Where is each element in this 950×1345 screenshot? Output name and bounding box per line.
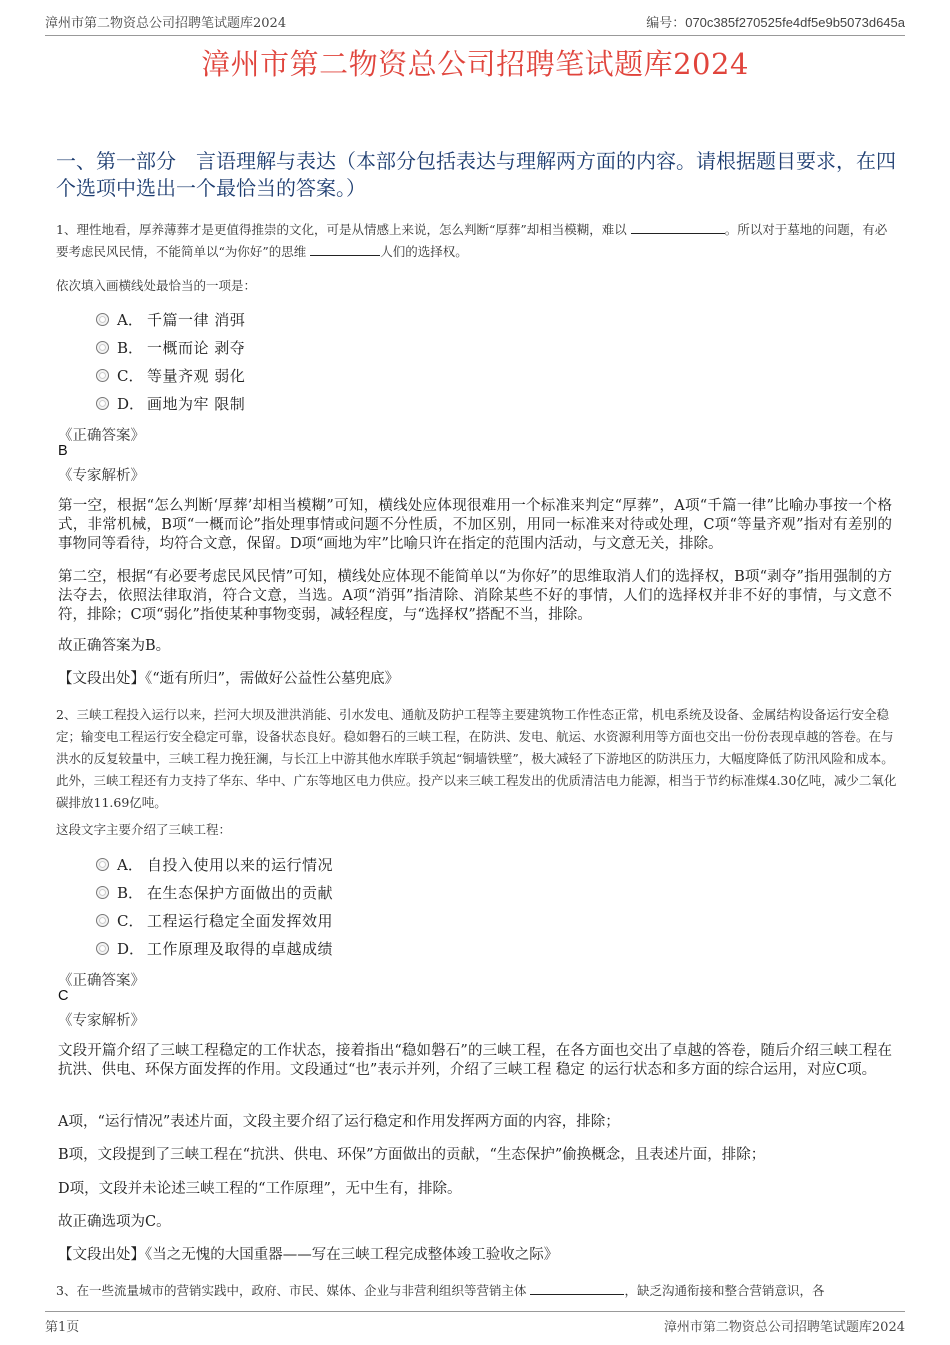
answer-label: 《正确答案》 xyxy=(58,428,145,444)
radio-icon[interactable] xyxy=(96,942,109,955)
analysis-paragraph: 第一空，根据“怎么判断‘厚葬’却相当模糊”可知，横线处应体现很难用一个标准来判定“厚葬”，A项“千篇一律”比喻办事按一个格式，非常机械，B项“一概而论”指处理事情或问题不分性质，不加区别，用同一标准来对待或处理，C项“等量齐观”指对有差别的事物同等看待，均符合文意，保留。D项“画地为牢”比喻只许在指定的范围内活动，与文意无关，排除。 xyxy=(58,498,892,552)
analysis-conclusion: 故正确答案为B。 xyxy=(58,638,171,654)
analysis-label: 《专家解析》 xyxy=(58,1013,145,1029)
radio-icon[interactable] xyxy=(96,313,109,326)
question-1-option-b[interactable]: B． 一概而论 剥夺 xyxy=(96,335,245,359)
source-citation: 【文段出处】《当之无愧的大国重器——写在三峡工程完成整体竣工验收之际》 xyxy=(58,1247,559,1263)
answer-value: C xyxy=(58,988,69,1004)
section-heading: 一、第一部分 言语理解与表达（本部分包括表达与理解两方面的内容。请根据题目要求，在四个选项中选出一个最恰当的答案。） xyxy=(56,149,896,200)
question-2-option-a[interactable]: A． 自投入使用以来的运行情况 xyxy=(96,852,333,876)
answer-label: 《正确答案》 xyxy=(58,973,145,989)
question-2-option-b[interactable]: B． 在生态保护方面做出的贡献 xyxy=(96,880,333,904)
analysis-paragraph: A项，“运行情况”表述片面，文段主要介绍了运行稳定和作用发挥两方面的内容，排除； xyxy=(58,1114,620,1130)
question-1-prompt: 依次填入画横线处最恰当的一项是： xyxy=(56,278,257,293)
source-citation: 【文段出处】《“逝有所归”，需做好公益性公墓兜底》 xyxy=(58,671,400,687)
analysis-label: 《专家解析》 xyxy=(58,468,145,484)
header-title: 漳州市第二物资总公司招聘笔试题库2024 xyxy=(45,16,287,31)
fill-blank[interactable] xyxy=(631,222,725,234)
question-2-option-c[interactable]: C． 工程运行稳定全面发挥效用 xyxy=(96,908,333,932)
question-1-stem: 1、理性地看，厚养薄葬才是更值得推崇的文化，可是从情感上来说，怎么判断“厚葬”却相当模糊，难以 。所以对于墓地的问题，有必要考虑民风民情，不能简单以“为你好”的思维 人们的选择权。 xyxy=(56,222,888,259)
fill-blank[interactable] xyxy=(530,1283,624,1295)
radio-icon[interactable] xyxy=(96,369,109,382)
analysis-conclusion: 故正确选项为C。 xyxy=(58,1214,171,1230)
question-2-option-d[interactable]: D． 工作原理及取得的卓越成绩 xyxy=(96,936,333,960)
analysis-paragraph: D项，文段并未论述三峡工程的“工作原理”，无中生有，排除。 xyxy=(58,1181,462,1197)
page-footer xyxy=(45,1311,905,1335)
analysis-paragraph: 第二空，根据“有必要考虑民风民情”可知，横线处应体现不能简单以“为你好”的思维取消人们的选择权，B项“剥夺”指用强制的方法夺去，依照法律取消，符合文意，当选。A项“消弭”指清除、消除某些不好的事情，人们的选择权并非不好的事情，与文意不符，排除；C项“弱化”指使某种事物变弱，减轻程度，与“选择权”搭配不当，排除。 xyxy=(58,569,892,623)
header-code: 编号：070c385f270525fe4df5e9b5073d645a xyxy=(646,15,905,31)
answer-value: B xyxy=(58,443,68,459)
fill-blank[interactable] xyxy=(310,244,380,256)
radio-icon[interactable] xyxy=(96,858,109,871)
question-3-stem: 3、在一些流量城市的营销实践中，政府、市民、媒体、企业与非营利组织等营销主体 ，缺乏沟通衔接和整合营销意识，各 xyxy=(56,1283,825,1298)
question-1-option-d[interactable]: D． 画地为牢 限制 xyxy=(96,391,245,415)
analysis-paragraph: B项，文段提到了三峡工程在“抗洪、供电、环保”方面做出的贡献，“生态保护”偷换概念，且表述片面，排除； xyxy=(58,1147,766,1163)
question-2-prompt: 这段文字主要介绍了三峡工程： xyxy=(56,822,232,837)
page-header xyxy=(45,10,905,36)
radio-icon[interactable] xyxy=(96,397,109,410)
page-number: 第1页 xyxy=(45,1320,80,1335)
footer-title: 漳州市第二物资总公司招聘笔试题库2024 xyxy=(663,1320,905,1335)
radio-icon[interactable] xyxy=(96,886,109,899)
radio-icon[interactable] xyxy=(96,914,109,927)
question-1-option-c[interactable]: C． 等量齐观 弱化 xyxy=(96,363,245,387)
question-2-stem: 2、三峡工程投入运行以来，拦河大坝及泄洪消能、引水发电、通航及防护工程等主要建筑物工作性态正常，机电系统及设备、金属结构设备运行安全稳定；输变电工程运行安全稳定可靠，设备状态良好。稳如磐石的三峡工程，在防洪、发电、航运、水资源利用等方面也交出一份份表现卓越的答卷。在与洪水的反复较量中，三峡工程力挽狂澜，与长江上中游其他水库联手筑起“铜墙铁壁”，极大减轻了下游地区的防洪压力，大幅度降低了防汛风险和成本。此外，三峡工程还有力支持了华东、华中、广东等地区电力供应。投产以来三峡工程发出的优质清洁电力能源，相当于节约标准煤4.30亿吨，减少二氧化碳排放11.69亿吨。 xyxy=(56,707,897,810)
page-title: 漳州市第二物资总公司招聘笔试题库2024 xyxy=(201,47,749,81)
radio-icon[interactable] xyxy=(96,341,109,354)
analysis-paragraph: 文段开篇介绍了三峡工程稳定的工作状态，接着指出“稳如磐石”的三峡工程，在各方面也交出了卓越的答卷，随后介绍三峡工程在抗洪、供电、环保方面发挥的作用。文段通过“也”表示并列，介绍了三峡工程 稳定 的运行状态和多方面的综合运用，对应C项。 xyxy=(58,1043,892,1078)
question-1-option-a[interactable]: A． 千篇一律 消弭 xyxy=(96,307,245,331)
